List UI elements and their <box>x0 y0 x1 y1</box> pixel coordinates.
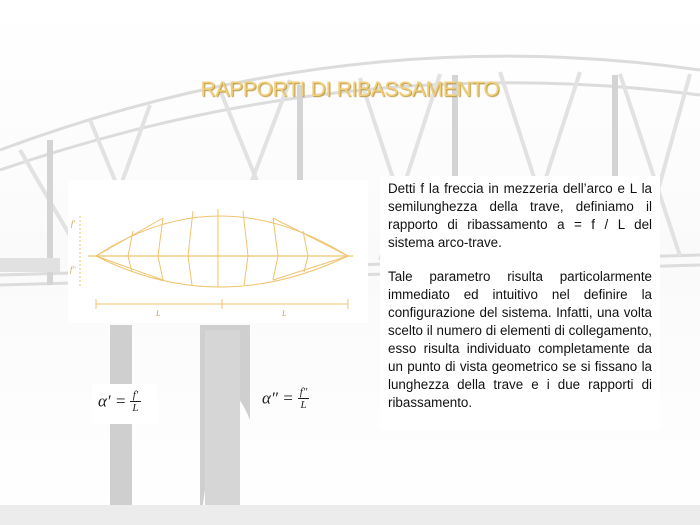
fraction-numerator: f′ <box>130 389 140 402</box>
label-f-upper: f' <box>71 219 75 228</box>
paragraph-description: Tale parametro risulta particolarmente immediato ed intuitivo nel definire la configurazione del sistema. Infatti, una volta scelto il numero di elementi di collegamento, esso risulta individuato completamente da un punto di vista geometrico se si fissano la lunghezza della trave e i due rapporti di ribassamento. <box>388 269 652 410</box>
label-span-left: L <box>156 309 161 318</box>
slide-title: RAPPORTI DI RIBASSAMENTO <box>200 78 500 101</box>
formula-lhs: α″ = <box>262 388 294 408</box>
label-f-lower: f" <box>70 265 76 274</box>
formula-lhs: α′ = <box>98 391 127 411</box>
lower-arch-line <box>96 256 348 287</box>
text-panel <box>380 176 660 430</box>
label-span-right: L <box>282 309 287 318</box>
upper-arch-line <box>96 216 348 256</box>
formula-alpha-second <box>262 386 309 411</box>
fraction-denominator: L <box>300 399 307 411</box>
fraction-denominator: L <box>132 402 139 414</box>
formula-alpha-prime <box>98 389 141 414</box>
fraction <box>130 389 140 414</box>
fraction <box>298 386 310 411</box>
formula-box-alpha-prime <box>92 384 158 424</box>
fraction-numerator: f″ <box>299 386 308 398</box>
paragraph-definition: Detti f la freccia in mezzeria dell’arco e L la semilunghezza della trave, definiamo il rapporto di ribassamento a = f / L del sistema arco-trave. <box>388 181 652 250</box>
arch-beam-diagram <box>68 180 368 323</box>
diagram-panel <box>68 180 368 323</box>
